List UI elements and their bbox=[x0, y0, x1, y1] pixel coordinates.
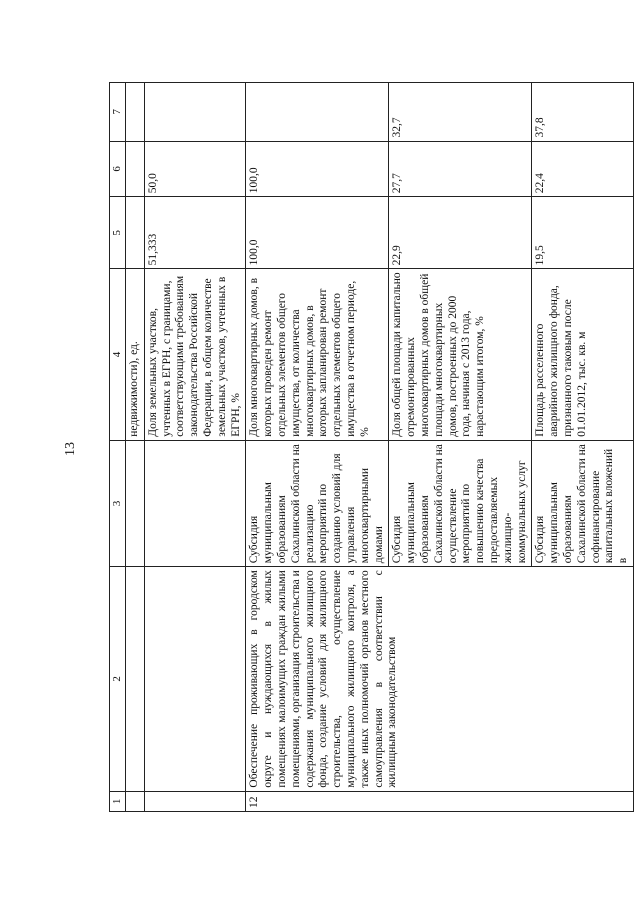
value-cell-7 bbox=[246, 83, 389, 142]
header-col-6: 6 bbox=[110, 141, 126, 197]
page-number: 13 bbox=[63, 442, 78, 456]
table-cell bbox=[126, 141, 145, 197]
table-row bbox=[126, 83, 145, 812]
row-number: 12 bbox=[246, 791, 634, 811]
header-col-7: 7 bbox=[110, 83, 126, 142]
subsidy-cell: Субсидия муниципальным образованиям Сахалинской области на осуществление мероприятий по повышению качества предоставляемых жилищно-коммунальных услуг bbox=[389, 440, 532, 566]
header-col-3: 3 bbox=[110, 440, 126, 566]
indicator-cell: Площадь расселенного аварийного жилищного фонда, признанного таковым после 01.01.2012, тыс. кв. м bbox=[532, 269, 634, 440]
value-cell-7: 37,8 bbox=[532, 83, 634, 142]
header-col-5: 5 bbox=[110, 197, 126, 269]
value-cell-5: 22,9 bbox=[389, 197, 532, 269]
subsidy-cell: Субсидия муниципальным образованиям Сахалинской области на реализацию мероприятий по созданию условий для управления многоквартирными домами bbox=[246, 440, 389, 566]
table-cell bbox=[126, 791, 145, 811]
value-cell-5: 19,5 bbox=[532, 197, 634, 269]
table-cell bbox=[144, 567, 246, 791]
table-cell bbox=[126, 440, 145, 566]
value-cell-7: 32,7 bbox=[389, 83, 532, 142]
header-col-1: 1 bbox=[110, 791, 126, 811]
header-col-4: 4 bbox=[110, 269, 126, 440]
value-cell-6: 27,7 bbox=[389, 141, 532, 197]
table-row bbox=[144, 83, 246, 812]
value-cell-5: 100,0 bbox=[246, 197, 389, 269]
table-row bbox=[246, 83, 389, 812]
rotated-table-sheet bbox=[109, 82, 630, 812]
indicator-cell: недвижимости), ед. bbox=[126, 269, 145, 440]
table-cell bbox=[144, 791, 246, 811]
indicator-cell: Доля общей площади капитально отремонтированных многоквартирных домов в общей площади многоквартирных домов, построенных до 2000 года, начиная с 2013 года, нарастающим итогом, % bbox=[389, 269, 532, 440]
value-cell-5: 51,333 bbox=[144, 197, 246, 269]
value-cell-6: 100,0 bbox=[246, 141, 389, 197]
header-col-2: 2 bbox=[110, 567, 126, 791]
subsidy-cell: Субсидия муниципальным образованиям Сахалинской области на софинансирование капитальных вложений в bbox=[532, 440, 634, 566]
table-cell bbox=[144, 440, 246, 566]
value-cell-6: 50,0 bbox=[144, 141, 246, 197]
task-cell: Обеспечение проживающих в городском округе и нуждающихся в жилых помещениях малоимущих граждан жилыми помещениями, организация строительства и содержания муниципального жилищного фонда, создание условий для жилищного строительства, осуществление муниципального жилищного контроля, а также иных полномочий органов местного самоуправления в соответствии с жилищным законодательством bbox=[246, 567, 634, 791]
indicator-cell: Доля земельных участков, учтенных в ЕГРН, с границами, соответствующими требованиям законодательства Российской Федерации, в общем количестве земельных участков, учтенных в ЕГРН, % bbox=[144, 269, 246, 440]
value-cell-7 bbox=[144, 83, 246, 142]
indicator-cell: Доля многоквартирных домов, в которых проведен ремонт отдельных элементов общего имущества, от количества многоквартирных домов, в которых запланирован ремонт отдельных элементов общего имущества в отчетном периоде, % bbox=[246, 269, 389, 440]
table-cell bbox=[126, 83, 145, 142]
header-row bbox=[110, 83, 126, 812]
table-cell bbox=[126, 197, 145, 269]
value-cell-6: 22,4 bbox=[532, 141, 634, 197]
table-cell bbox=[126, 567, 145, 791]
indicators-table bbox=[109, 82, 634, 812]
